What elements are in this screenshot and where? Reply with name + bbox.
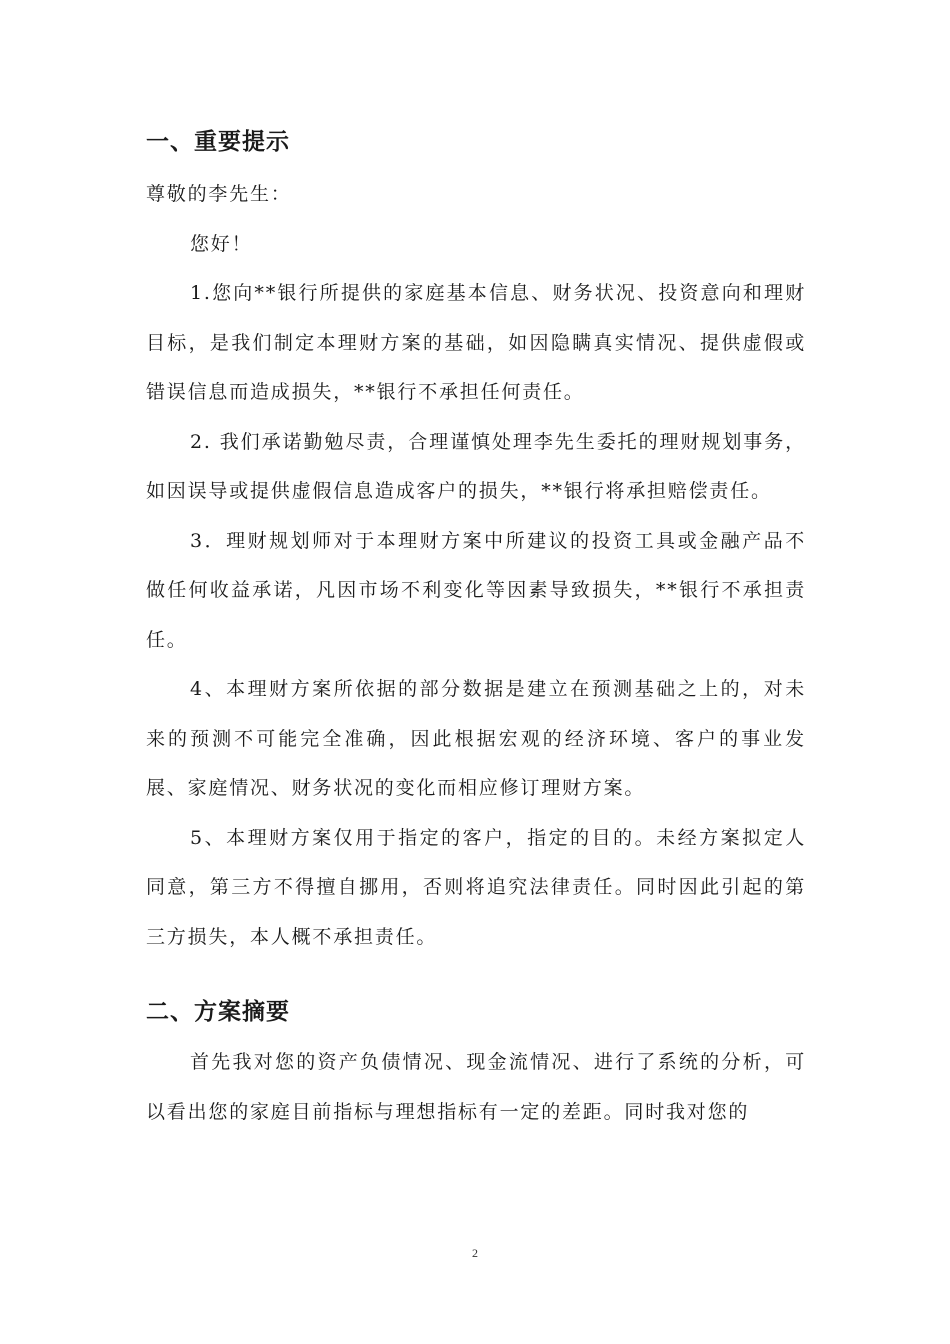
notice-item-2: 2. 我们承诺勤勉尽责，合理谨慎处理李先生委托的理财规划事务，如因误导或提供虚假信息造成客户的损失，**银行将承担赔偿责任。: [146, 430, 806, 502]
notice-item-1: 1.您向**银行所提供的家庭基本信息、财务状况、投资意向和理财目标，是我们制定本理财方案的基础，如因隐瞒真实情况、提供虚假或错误信息而造成损失，**银行不承担任何责任。: [146, 282, 806, 403]
section-heading-plan-summary: 二、方案摘要: [146, 999, 290, 1025]
greeting: 您好！: [190, 232, 253, 255]
notice-item-3: 3．理财规划师对于本理财方案中所建议的投资工具或金融产品不做任何收益承诺，凡因市场不利变化等因素导致损失，**银行不承担责任。: [146, 529, 806, 651]
section-heading-important-notice: 一、重要提示: [146, 129, 290, 155]
salutation: 尊敬的李先生：: [146, 183, 292, 205]
notice-item-5: 5、本理财方案仅用于指定的客户，指定的目的。未经方案拟定人同意，第三方不得擅自挪用，否则将追究法律责任。同时因此引起的第三方损失，本人概不承担责任。: [146, 826, 806, 948]
notice-item-4: 4、本理财方案所依据的部分数据是建立在预测基础之上的，对未来的预测不可能完全准确，因此根据宏观的经济环境、客户的事业发展、家庭情况、财务状况的变化而相应修订理财方案。: [146, 678, 806, 799]
page-number: 2: [472, 1246, 478, 1260]
summary-paragraph: 首先我对您的资产负债情况、现金流情况、进行了系统的分析，可以看出您的家庭目前指标与理想指标有一定的差距。同时我对您的: [146, 1051, 806, 1123]
page-content: [146, 122, 806, 1137]
